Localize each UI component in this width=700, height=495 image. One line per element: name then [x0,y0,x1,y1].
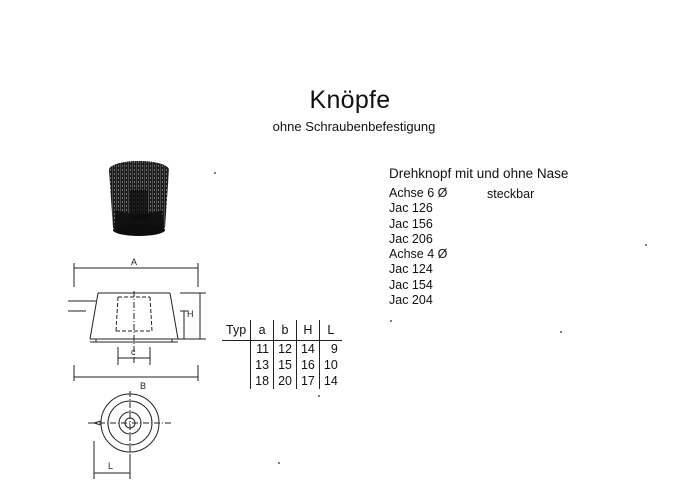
table-cell: 12 [274,341,297,358]
mounting-note: steckbar [487,187,535,201]
dim-h-label: H [187,309,194,319]
scan-speck [390,320,392,322]
table-header-l: L [319,320,341,341]
table-cell: 18 [251,373,274,389]
scan-speck [645,244,647,246]
table-row [222,373,342,389]
table-cell: 16 [296,357,319,373]
page-title: Knöpfe [309,86,391,114]
scan-speck [560,331,562,333]
dim-l-label: L [108,461,114,471]
scan-speck [278,462,280,464]
dim-a-label: A [131,257,138,267]
spec-line: Achse 6 Ø [389,186,448,200]
spec-line: Achse 4 Ø [389,247,448,262]
table-cell [222,341,251,358]
table-cell: 11 [251,341,274,358]
product-spec-list [389,186,447,308]
table-cell [222,373,251,389]
table-cell: 20 [274,373,297,389]
product-heading: Drehknopf mit und ohne Nase [389,166,569,181]
scan-speck [214,172,216,174]
page-subtitle: ohne Schraubenbefestigung [272,119,436,134]
table-cell [222,357,251,373]
spec-line: Jac 154 [389,277,433,292]
table-cell: 15 [274,357,297,373]
knob-photo [104,160,174,242]
table-header-a: a [251,320,274,341]
dim-c-label: c [131,347,136,357]
table-row [222,341,342,358]
table-header-typ: Typ [226,323,247,337]
dim-b-label: B [140,381,147,391]
spec-line: Jac 204 [389,293,433,308]
table-cell: 9 [319,341,341,358]
spec-line: Jac 156 [389,216,433,231]
table-row [222,357,342,373]
dimension-table [222,320,342,389]
table-cell: 17 [296,373,319,389]
table-cell: 14 [319,373,341,389]
spec-line: Jac 124 [389,262,433,277]
table-header-b: b [274,320,297,341]
table-header-row [222,320,342,341]
knob-technical-drawing [60,255,220,485]
spec-line: Jac 126 [389,201,433,216]
table-cell: 14 [296,341,319,358]
table-cell: 13 [251,357,274,373]
spec-line: Jac 206 [389,231,433,246]
table-cell: 10 [319,357,341,373]
table-header-h: H [296,320,319,341]
scan-speck [318,395,320,397]
